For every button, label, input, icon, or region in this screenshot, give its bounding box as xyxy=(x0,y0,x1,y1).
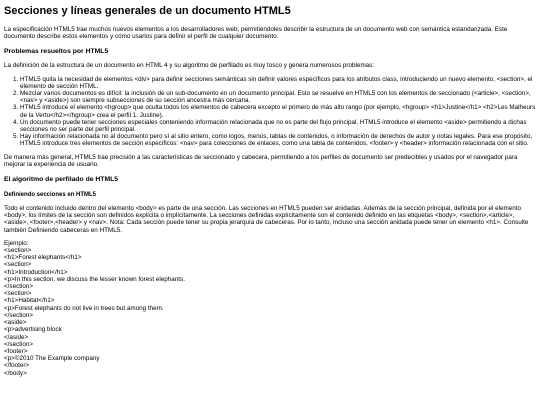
page-title: Secciones y líneas generales de un documento HTML5 xyxy=(4,5,291,17)
list-item: 2. Mezclar varios documentos es difícil: la inclusión de un sub-documento en un documento principal. Esto se resuelve en HTML5 con los elementos de seccionado (<article>, <section>, <nav> y <aside>) son siempre subsecciones de su sección ancestra más cercana. xyxy=(20,90,536,104)
example-label: Ejemplo: xyxy=(4,239,29,247)
list-item: 5. Hay información relacionada no al documento pero sí al sitio entero, como logos, menús, tablas de contenidos, o información de derechos de autor y notas legales. Para ese propósito, HTML5 introduce tres elementos de sección específicos: <nav> para colecciones de enlaces, como una tabla de contenidos, <footer> y <header> información relacionada con el sitio. xyxy=(20,133,536,147)
code-line: <section> xyxy=(4,247,32,255)
code-line: <section> xyxy=(4,290,32,298)
code-line: <p>In this section, we discuss the lesser known forest elephants. xyxy=(4,275,185,283)
code-example xyxy=(4,247,536,377)
code-line: <h1>Habitat</h1> xyxy=(4,297,55,305)
code-line: </aside> xyxy=(4,333,29,341)
code-line: <footer> xyxy=(4,347,28,355)
subheading-defining-sections: Definiendo secciones en HTML5 xyxy=(4,192,97,199)
code-line: </section> xyxy=(4,283,34,291)
code-line: <p>©2010 The Example company xyxy=(4,355,100,363)
problems-list xyxy=(4,76,536,148)
code-line: </section> xyxy=(4,311,34,319)
sections-paragraph: Todo el contenido incluido dentro del elemento <body> es parte de una sección. Las secciones en HTML5 pueden ser anidadas. Además de la sección principal, definida por el elemento <body>, los límites de la sección son definidos explícita o implícitamente. La secciones definidas explícitamente son el contenido definido en las etiquetas <body>, <section>,<article>,<aside>, <footer>,<header> y <nav>. Nota: Cada sección puede tener su propia jerarquía de cabeceras. Por lo tanto, incluso una sección anidada puede tener un elemento <h1>. Consulte también Definiendo cabeceras en HTML5. xyxy=(4,205,529,234)
code-line: <section> xyxy=(4,261,32,269)
code-line: <h1>Introduction</h1> xyxy=(4,268,68,276)
closing-paragraph: De manera más general, HTML5 trae precisión a las características de seccionado y cabecera, permitiendo a los perfiles de documento ser predecibles y usados por el navegador para mejorar la experiencia de usuario. xyxy=(4,153,518,168)
code-line: <p>advertising block xyxy=(4,326,62,334)
code-line: </body> xyxy=(4,369,27,377)
code-line: </footer> xyxy=(4,362,30,370)
list-item: 3. HTML5 introduce el elemento <hgroup> que oculta todos los elementos de cabecera excepto el primero de más alto rango (por ejemplo, <hgroup> <h1>Justine</h1> <h2>Les Malheurs de la Vertu</h2></hgroup> crea el perfil 1. Justine). xyxy=(20,104,536,118)
code-line: <h1>Forest elephants</h1> xyxy=(4,254,82,262)
section-heading-problems: Problemas resueltos por HTML5 xyxy=(4,48,109,56)
code-line: <aside> xyxy=(4,319,27,327)
problems-paragraph: La definición de la estructura de un documento en HTML 4 y su algoritmo de perfilado es muy tosco y genera numerosos problemas: xyxy=(4,62,375,70)
list-item: 1. HTML5 quita la necesidad de elementos <div> para definir secciones semánticas sin definir valores específicos para los atributos class, introduciendo un nuevo elemento, <section>, el elemento de sección HTML. xyxy=(20,76,536,90)
intro-paragraph: La especificación HTML5 trae muchos nuevos elementos a los desarrolladores web, permitiéndoles describir la estructura de un documento web con semántica estandarizada. Este documento describe estos elementos y cómo usarlos para definir el perfil de cualquier documento. xyxy=(4,26,508,41)
list-item: 4. Un documento puede tener secciones especiales conteniendo información relacionada que no es parte del flujo principal. HTML5 introduce el elemento <aside> permitiendo a dichas secciones no ser parte del perfil principal. xyxy=(20,119,536,133)
code-line: </section> xyxy=(4,340,34,348)
code-line: <p>Forest elephants do not live in trees but among them. xyxy=(4,304,164,312)
section-heading-algorithm: El algoritmo de perfilado de HTML5 xyxy=(4,176,119,184)
